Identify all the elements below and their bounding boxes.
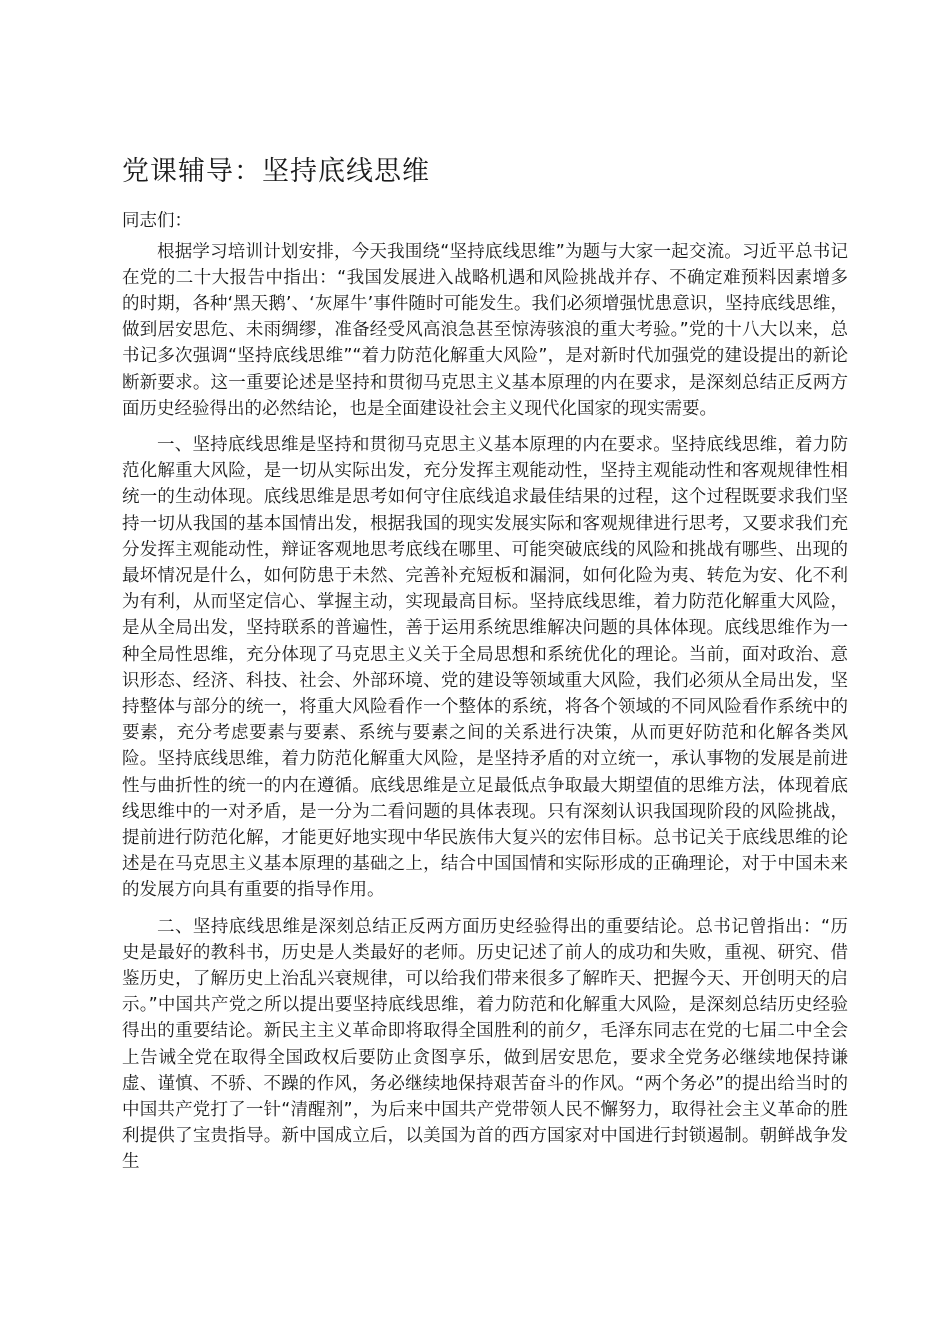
paragraph-intro: 根据学习培训计划安排，今天我围绕“坚持底线思维”为题与大家一起交流。习近平总书记在党的二十大报告中指出：“我国发展进入战略机遇和风险挑战并存、不确定难预料因素增多的时期，各种‘黑天鹅’、‘灰犀牛’事件随时可能发生。我们必须增强忧患意识，坚持底线思维，做到居安思危、未雨绸缪，准备经受风高浪急甚至惊涛骇浪的重大考验。”党的十八大以来，总书记多次强调“坚持底线思维”“着力防范化解重大风险”，是对新时代加强党的建设提出的新论断新要求。这一重要论述是坚持和贯彻马克思主义基本原理的内在要求，是深刻总结正反两方面历史经验得出的必然结论，也是全面建设社会主义现代化国家的现实需要。 — [122, 241, 848, 419]
document-title: 党课辅导：坚持底线思维 — [122, 156, 430, 187]
document-page — [122, 150, 848, 1186]
paragraph-section-two: 二、坚持底线思维是深刻总结正反两方面历史经验得出的重要结论。总书记曾指出：“历史是最好的教科书，历史是人类最好的老师。历史记述了前人的成功和失败，重视、研究、借鉴历史，了解历史上治乱兴衰规律，可以给我们带来很多了解昨天、把握今天、开创明天的启示。”中国共产党之所以提出要坚持底线思维，着力防范和化解重大风险，是深刻总结历史经验得出的重要结论。新民主主义革命即将取得全国胜利的前夕，毛泽东同志在党的七届二中全会上告诫全党在取得全国政权后要防止贪图享乐，做到居安思危，要求全党务必继续地保持谦虚、谨慎、不骄、不躁的作风，务必继续地保持艰苦奋斗的作风。“两个务必”的提出给当时的中国共产党打了一针“清醒剂”，为后来中国共产党带领人民不懈努力，取得社会主义革命的胜利提供了宝贵指导。新中国成立后，以美国为首的西方国家对中国进行封锁遏制。朝鲜战争发生 — [122, 916, 848, 1173]
greeting: 同志们： — [122, 211, 192, 231]
paragraph-section-one: 一、坚持底线思维是坚持和贯彻马克思主义基本原理的内在要求。坚持底线思维，着力防范化解重大风险，是一切从实际出发，充分发挥主观能动性，坚持主观能动性和客观规律性相统一的生动体现。底线思维是思考如何守住底线追求最佳结果的过程，这个过程既要求我们坚持一切从我国的基本国情出发，根据我国的现实发展实际和客观规律进行思考，又要求我们充分发挥主观能动性，辩证客观地思考底线在哪里、可能突破底线的风险和挑战有哪些、出现的最坏情况是什么，如何防患于未然、完善补充短板和漏洞，如何化险为夷、转危为安、化不利为有利，从而坚定信心、掌握主动，实现最高目标。坚持底线思维，着力防范化解重大风险，是从全局出发，坚持联系的普遍性，善于运用系统思维解决问题的具体体现。底线思维作为一种全局性思维，充分体现了马克思主义关于全局思想和系统优化的理论。当前，面对政治、意识形态、经济、科技、社会、外部环境、党的建设等领域重大风险，我们必须从全局出发，坚持整体与部分的统一，将重大风险看作一个整体的系统，将各个领域的不同风险看作系统中的要素，充分考虑要素与要素、系统与要素之间的关系进行决策，从而更好防范和化解各类风险。坚持底线思维，着力防范化解重大风险，是坚持矛盾的对立统一，承认事物的发展是前进性与曲折性的统一的内在遵循。底线思维是立足最低点争取最大期望值的思维方法，体现着底线思维中的一对矛盾，是一分为二看问题的具体表现。只有深刻认识我国现阶段的风险挑战，提前进行防范化解，才能更好地实现中华民族伟大复兴的宏伟目标。总书记关于底线思维的论述是在马克思主义基本原理的基础之上，结合中国国情和实际形成的正确理论，对于中国未来的发展方向具有重要的指导作用。 — [122, 434, 848, 901]
